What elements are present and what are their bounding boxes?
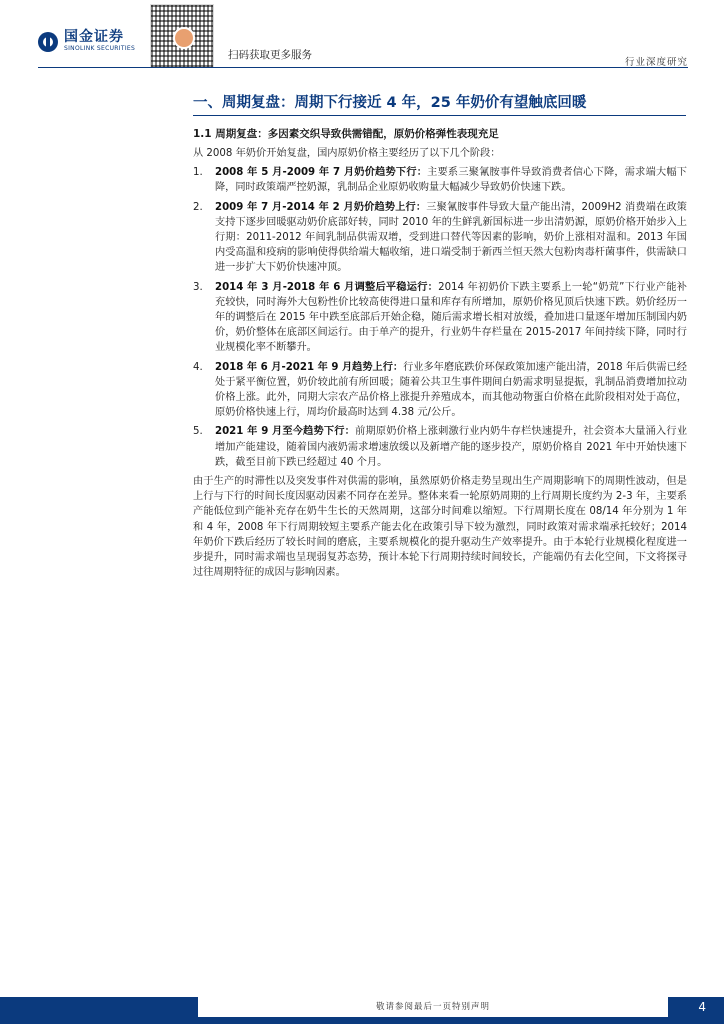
list-item-text: 三聚氰胺事件导致大量产能出清，2009H2 消费端在政策支持下逐步回暖驱动奶价底部好转，同时 2010 年的生鲜乳新国标进一步出清奶源，原奶价格开始步入上行期：2011-2012 年间乳制品供需双增，受到进口替代等因素的影响，奶价上涨相对温和。2013 年国内受高温和疫病的影响使得供给端大幅收缩，进口端受制于新西兰恒天然大包粉肉毒杆菌事件，供需缺口进一步扩大下奶价快速冲顶。 [215,201,687,274]
list-item-text: 2014 年初奶价下跌主要系上一轮“奶荒”下行业产能补充较快，同时海外大包粉性价比较高使得进口量和库存有所增加，原奶价格见顶后快速下跌。奶价经历一年的调整后在 2015 年中跌至底部后开始企稳，随后需求增长相对放缓，叠加进口量逐年增加压制国内奶价，奶价整体在底部区间运行。由于单产的提升，行业奶牛存栏量在 2015-2017 年间持续下降，同时行业规模化率不断攀升。 [215,281,687,354]
page-number: 4 [698,1000,706,1014]
list-item-number: 3. [193,281,203,293]
list-item-title: 2014 年 3 月-2018 年 6 月调整后平稳运行： [215,281,439,293]
list-item-title: 2021 年 9 月至今趋势下行： [215,426,356,438]
qr-avatar [173,27,195,49]
logo-text-en: SINOLINK SECURITIES [64,45,136,52]
qr-label: 扫码获取更多服务 [228,49,312,61]
list-item-number: 1. [193,167,203,179]
list-item-title: 2018 年 6 月-2021 年 9 月趋势上行： [215,361,404,373]
report-type: 行业深度研究 [624,57,688,68]
list-item [193,424,687,470]
list-item [193,360,687,421]
section-title: 一、周期复盘：周期下行接近 4 年，25 年奶价有望触底回暖 [193,95,587,111]
list-item-text: 主要系三聚氰胺事件导致消费者信心下降，需求端大幅下降，同时政策端严控奶源，乳制品企业原奶收购量大幅减少导致奶价快速下跌。 [215,167,687,194]
header-divider [38,67,688,68]
list-item-number: 2. [193,201,203,213]
list-item [193,165,687,195]
body-text [193,146,687,582]
section-title-rule [193,115,686,116]
qr-code-icon[interactable] [150,4,214,68]
subsection-title: 1.1 周期复盘：多因素交织导致供需错配，原奶价格弹性表现充足 [193,128,499,140]
page-header [0,0,724,72]
list-item-text: 前期原奶价格上涨刺激行业内奶牛存栏快速提升，社会资本大量涌入行业增加产能建设，随着国内液奶需求增速放缓以及新增产能的逐步投产，原奶价格自 2021 年中开始快速下跌，截至目前下跌已经超过 40 个月。 [215,426,687,468]
list-item-title: 2009 年 7 月-2014 年 2 月奶价趋势上行： [215,201,427,213]
conclusion-paragraph: 由于生产的时滞性以及突发事件对供需的影响，虽然原奶价格走势呈现出生产周期影响下的周期性波动，但是上行与下行的时间长度因驱动因素不同存在差异。整体来看一轮原奶周期的上行周期长度约为 2-3 年，主要系产能低位到产能补充存在奶牛生长的天然周期，这部分时间难以缩短。下行周期长度在 08/14 年分别为 1 年和 4 年，2008 年下行周期较短主要系产能去化在政策引导下较为激烈，同时政策对需求端承托较好；2014 年奶价下跌后经历了较长时间的磨底，主要系规模化的提升驱动生产效率提升。由于本轮行业规模化程度进一步提升，同时需求端也呈现弱复苏态势，预计本轮下行周期持续时间较长，产能端仍有去化空间，下文将探寻过往周期特征的成因与影响因素。 [193,476,687,579]
list-item-number: 5. [193,426,203,438]
list-item [193,280,687,356]
list-item-title: 2008 年 5 月-2009 年 7 月奶价趋势下行： [215,167,428,179]
list-item-text: 行业多年磨底跌价环保政策加速产能出清，2018 年后供需已经处于紧平衡位置，奶价较此前有所回暖；随着公共卫生事件期间白奶需求明显提振，乳制品消费增加拉动价格上涨。此外，同期大宗农产品价格上涨提升养殖成本，而其他动物蛋白价格在此阶段相对处于高位，原奶价格快速上行，周均价最高时达到 4.38 元/公斤。 [215,361,687,419]
company-logo [38,30,135,53]
sinolink-logo-icon [38,32,58,52]
list-item [193,200,687,276]
logo-text-cn: 国金证券 [64,29,124,45]
footer-disclaimer[interactable]: 敬请参阅最后一页特别声明 [375,1002,490,1012]
intro-paragraph: 从 2008 年奶价开始复盘，国内原奶价格主要经历了以下几个阶段： [193,148,501,159]
list-item-number: 4. [193,361,203,373]
